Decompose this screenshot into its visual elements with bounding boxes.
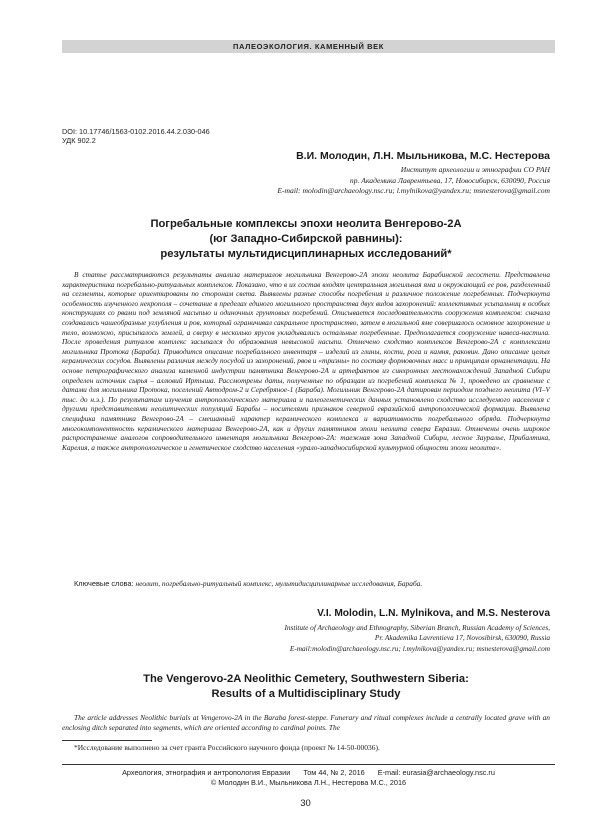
footnote-divider bbox=[62, 740, 152, 741]
abstract-en: The article addresses Neolithic burials at Vengerovo-2A in the Baraba forest-steppe. Funerary and ritual complexes include a centrally located grave with an enclosing ditch separated into segments, which are oriented according to cardinal points. The bbox=[62, 713, 550, 732]
affiliation-en bbox=[62, 623, 550, 654]
abstract-ru: В статье рассматриваются результаты анализа материалов могильника Венгерово-2А эпохи неолита Барабинской лесостепи. Представлена характеристика погребально-ритуальных комплексов. Показано, что в их состав входят центральная могильная яма и окружающий ее ров, разделенный на сегменты, которые ориентированы по сторонам света. Выявлены разные способы погребения и различное положение погребенных. Подчеркнута особенность изученного некрополя – сочетание в пределах единого могильного пространства двух видов захоронений: коллективных усыпальниц в особых конструкциях со рвами под земляной насыпью и одиночных грунтовых погребений. Описывается последовательность сооружения комплексов: сначала создавались чашеобразные углубления и ров, который ограничивал сакральное пространство, затем в могильной яме совершалось основное захоронение и тело, возможно, присыпалось землей, а сверху в несколько ярусов укладывались остальные погребенные. Предполагается сооружение навеса-настила. После проведения ритуалов комплекс засыпался до образования невысокой насыпи. Отмечено сходство комплексов Венгерово-2А с комплексами могильника Протока (Бараба). Приводится описание погребального инвентаря – изделий из глины, кости, рога и камня, раковин. Дано описание целых керамических сосудов. Выявлены различия между посудой из захоронений, рвов и «тризны» по составу формовочных масс и принципам орнаментации. На основе петрографического анализа каменной индустрии памятника Венгерово-2А и артефактов из синхронных местонахождений Западной Сибири определен источник сырья – аллювий Иртыша. Рассмотрены даты, полученные по образцам из погребений комплекса № 1, проведено их сравнение с датами для могильника Протока, поселений Автодром-2 и Серебряное-1 (Бараба). Могильник Венгерово-2А датирован периодом позднего неолита (VI–V тыс. до н.э.). По результатам изучения антропологического материала и палеогенетических данных установлено сходство исследуемого населения с другими представителями неолитических популяций Барабы – носителями признаков северной евразийской антропологической формации. Выявлена специфика памятника Венгерово-2А – смешанный характер керамического комплекса и вариативность погребального обряда. Подчеркнута многокомпонентность керамического материала Венгерово-2А, как и других памятников эпохи неолита севера Евразии. Отмечены очень широкое распространение аналогов сопроводительного инвентаря могильника Венгерово-2А: таежная зона Западной Сибири, лесное Зауралье, Прибалтика, Карелия, а также антропологическое и генетическое сходство населения «урало-западносибирской культурной общности эпохи неолита». bbox=[62, 270, 550, 452]
page-number: 30 bbox=[300, 798, 311, 809]
journal-email[interactable]: E-mail: eurasia@archaeology.nsc.ru bbox=[377, 768, 495, 777]
affiliation-en-institute: Institute of Archaeology and Ethnography, Siberian Branch, Russian Academy of Sciences, bbox=[284, 623, 550, 632]
journal-name: Археология, этнография и антропология Евразии bbox=[122, 768, 291, 777]
title-ru-line: (юг Западно-Сибирской равнины): bbox=[209, 233, 403, 245]
authors-en: V.I. Molodin, L.N. Mylnikova, and M.S. Nesterova bbox=[317, 608, 550, 619]
affiliation-ru-institute: Институт археологии и этнографии СО РАН bbox=[400, 165, 550, 174]
keywords-text: неолит, погребально-ритуальный комплекс, мультидисциплинарные исследования, Бараба. bbox=[135, 579, 423, 588]
title-en-line: The Vengerovo-2A Neolithic Cemetery, Southwestern Siberia: bbox=[143, 673, 469, 685]
copyright: © Молодин В.И., Мыльникова Л.Н., Нестерова М.С., 2016 bbox=[210, 778, 407, 787]
affiliation-ru-address: пр. Академика Лаврентьева, 17, Новосибирск, 630090, Россия bbox=[349, 175, 550, 185]
affiliation-ru bbox=[62, 165, 550, 197]
title-ru-line: результаты мультидисциплинарных исследований* bbox=[160, 248, 452, 260]
affiliation-ru-email[interactable]: E-mail: molodin@archaeology.nsc.ru; l.mylnikova@yandex.ru; msnesterova@gmail.com bbox=[277, 186, 550, 196]
keywords-label: Ключевые слова: bbox=[74, 579, 134, 588]
title-en-line: Results of a Multidisciplinary Study bbox=[211, 688, 401, 700]
footnote: *Исследование выполнено за счет гранта Российского научного фонда (проект № 14-50-00036). bbox=[74, 743, 380, 752]
keywords-ru bbox=[74, 579, 550, 589]
journal-volume: Том 44, № 2, 2016 bbox=[303, 768, 365, 777]
footer-divider bbox=[62, 764, 555, 765]
doi[interactable]: DOI: 10.17746/1563-0102.2016.44.2.030-046 bbox=[62, 127, 210, 136]
footer-journal-line bbox=[62, 768, 555, 777]
section-header: ПАЛЕОЭКОЛОГИЯ. КАМЕННЫЙ ВЕК bbox=[62, 40, 555, 53]
affiliation-en-address: Pr. Akademika Lavrentieva 17, Novosibirsk, 630090, Russia bbox=[374, 633, 550, 643]
udk-code: УДК 902.2 bbox=[62, 136, 96, 145]
article-title-en bbox=[62, 672, 550, 702]
title-ru-line: Погребальные комплексы эпохи неолита Венгерово-2А bbox=[150, 218, 462, 230]
authors-ru: В.И. Молодин, Л.Н. Мыльникова, М.С. Нестерова bbox=[296, 150, 550, 162]
affiliation-en-email[interactable]: E-mail:molodin@archaeology.nsc.ru; l.mylnikova@yandex.ru; msnesterova@gmail.com bbox=[289, 643, 550, 653]
article-title-ru bbox=[62, 217, 550, 262]
